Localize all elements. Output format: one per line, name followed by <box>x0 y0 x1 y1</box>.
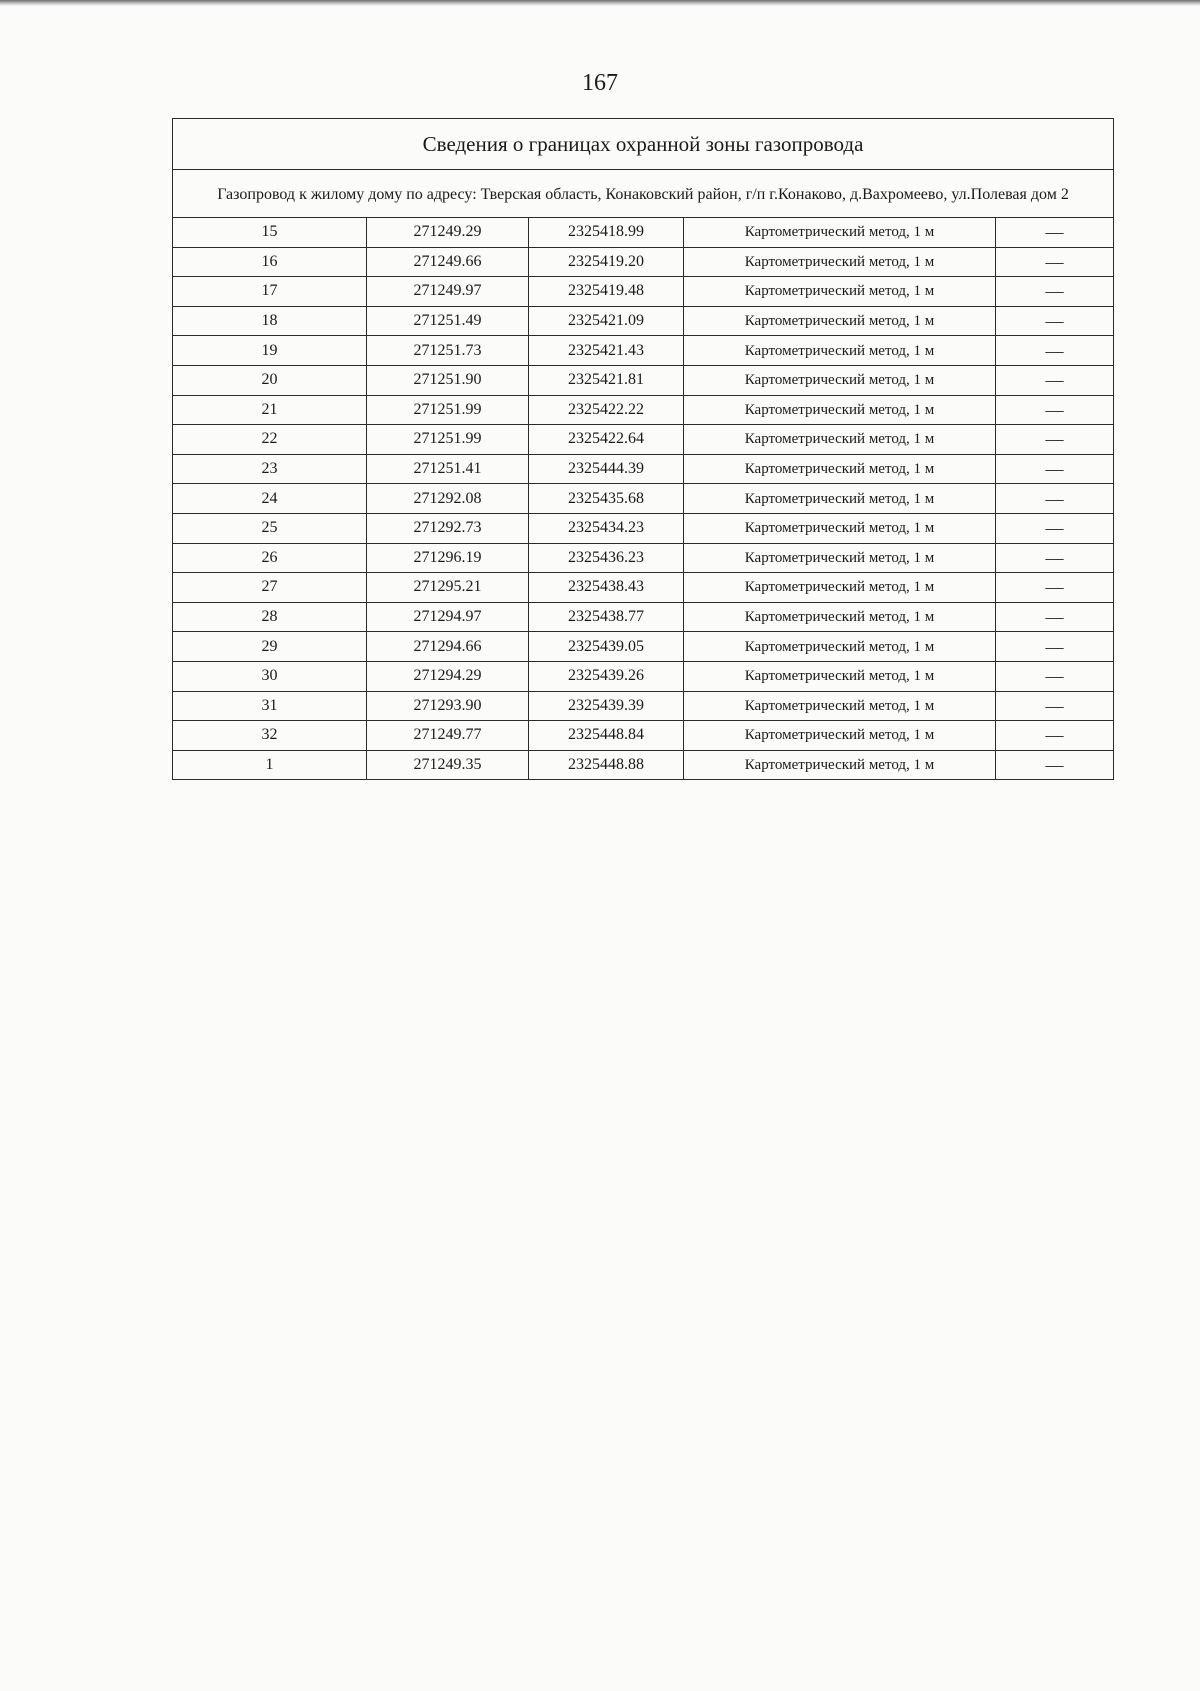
determination-method: Картометрический метод, 1 м <box>684 277 996 307</box>
note-dash: — <box>996 306 1114 336</box>
table-row <box>173 691 1114 721</box>
note-dash: — <box>996 602 1114 632</box>
note-dash: — <box>996 454 1114 484</box>
determination-method: Картометрический метод, 1 м <box>684 661 996 691</box>
determination-method: Картометрический метод, 1 м <box>684 395 996 425</box>
coordinate-y: 2325434.23 <box>529 513 684 543</box>
page-number: 167 <box>582 70 618 96</box>
note-dash: — <box>996 218 1114 248</box>
coordinate-x: 271293.90 <box>367 691 529 721</box>
coordinate-x: 271292.73 <box>367 513 529 543</box>
coordinate-y: 2325438.43 <box>529 573 684 603</box>
point-number: 32 <box>173 721 367 751</box>
note-dash: — <box>996 425 1114 455</box>
coordinate-x: 271292.08 <box>367 484 529 514</box>
coordinate-y: 2325448.88 <box>529 750 684 780</box>
coordinate-x: 271249.77 <box>367 721 529 751</box>
coordinate-y: 2325421.81 <box>529 365 684 395</box>
coordinate-y: 2325439.05 <box>529 632 684 662</box>
determination-method: Картометрический метод, 1 м <box>684 306 996 336</box>
coordinate-x: 271294.29 <box>367 661 529 691</box>
note-dash: — <box>996 513 1114 543</box>
table-row <box>173 277 1114 307</box>
note-dash: — <box>996 661 1114 691</box>
coordinate-y: 2325436.23 <box>529 543 684 573</box>
point-number: 28 <box>173 602 367 632</box>
table-row <box>173 573 1114 603</box>
note-dash: — <box>996 277 1114 307</box>
coordinate-x: 271249.29 <box>367 218 529 248</box>
point-number: 19 <box>173 336 367 366</box>
point-number: 25 <box>173 513 367 543</box>
coordinate-x: 271251.99 <box>367 395 529 425</box>
coordinate-x: 271251.90 <box>367 365 529 395</box>
note-dash: — <box>996 691 1114 721</box>
note-dash: — <box>996 543 1114 573</box>
table-row <box>173 336 1114 366</box>
determination-method: Картометрический метод, 1 м <box>684 365 996 395</box>
coordinate-x: 271249.66 <box>367 247 529 277</box>
point-number: 27 <box>173 573 367 603</box>
point-number: 16 <box>173 247 367 277</box>
coordinate-x: 271296.19 <box>367 543 529 573</box>
table-row <box>173 484 1114 514</box>
determination-method: Картометрический метод, 1 м <box>684 691 996 721</box>
determination-method: Картометрический метод, 1 м <box>684 247 996 277</box>
coordinate-y: 2325439.39 <box>529 691 684 721</box>
determination-method: Картометрический метод, 1 м <box>684 425 996 455</box>
point-number: 24 <box>173 484 367 514</box>
table-subtitle: Газопровод к жилому дому по адресу: Тверская область, Конаковский район, г/п г.Конаково, д.Вахромеево, ул.Полевая дом 2 <box>173 170 1114 218</box>
table-row <box>173 306 1114 336</box>
determination-method: Картометрический метод, 1 м <box>684 513 996 543</box>
protection-zone-boundary-table <box>172 118 1114 780</box>
table-title: Сведения о границах охранной зоны газопровода <box>173 119 1114 170</box>
coordinate-y: 2325439.26 <box>529 661 684 691</box>
table-row <box>173 721 1114 751</box>
determination-method: Картометрический метод, 1 м <box>684 602 996 632</box>
note-dash: — <box>996 750 1114 780</box>
table-row <box>173 395 1114 425</box>
note-dash: — <box>996 365 1114 395</box>
point-number: 29 <box>173 632 367 662</box>
coordinate-x: 271251.73 <box>367 336 529 366</box>
point-number: 17 <box>173 277 367 307</box>
determination-method: Картометрический метод, 1 м <box>684 454 996 484</box>
determination-method: Картометрический метод, 1 м <box>684 218 996 248</box>
point-number: 1 <box>173 750 367 780</box>
determination-method: Картометрический метод, 1 м <box>684 573 996 603</box>
table-row <box>173 750 1114 780</box>
note-dash: — <box>996 247 1114 277</box>
determination-method: Картометрический метод, 1 м <box>684 632 996 662</box>
determination-method: Картометрический метод, 1 м <box>684 721 996 751</box>
point-number: 18 <box>173 306 367 336</box>
coordinate-y: 2325421.43 <box>529 336 684 366</box>
note-dash: — <box>996 336 1114 366</box>
table-row <box>173 218 1114 248</box>
coordinate-x: 271294.97 <box>367 602 529 632</box>
point-number: 22 <box>173 425 367 455</box>
point-number: 15 <box>173 218 367 248</box>
coordinate-x: 271295.21 <box>367 573 529 603</box>
coordinate-x: 271251.99 <box>367 425 529 455</box>
note-dash: — <box>996 573 1114 603</box>
point-number: 30 <box>173 661 367 691</box>
coordinate-x: 271294.66 <box>367 632 529 662</box>
table-subtitle-row <box>173 170 1114 218</box>
coordinate-y: 2325419.20 <box>529 247 684 277</box>
table-row <box>173 365 1114 395</box>
coordinate-y: 2325419.48 <box>529 277 684 307</box>
coordinate-y: 2325421.09 <box>529 306 684 336</box>
table-row <box>173 661 1114 691</box>
coordinate-x: 271251.41 <box>367 454 529 484</box>
coordinate-y: 2325438.77 <box>529 602 684 632</box>
coordinate-y: 2325422.64 <box>529 425 684 455</box>
table-row <box>173 632 1114 662</box>
note-dash: — <box>996 721 1114 751</box>
scan-edge-shadow <box>0 0 1200 6</box>
determination-method: Картометрический метод, 1 м <box>684 750 996 780</box>
table-row <box>173 513 1114 543</box>
table-row <box>173 602 1114 632</box>
point-number: 23 <box>173 454 367 484</box>
point-number: 20 <box>173 365 367 395</box>
coordinate-x: 271251.49 <box>367 306 529 336</box>
note-dash: — <box>996 395 1114 425</box>
point-number: 26 <box>173 543 367 573</box>
coordinate-y: 2325448.84 <box>529 721 684 751</box>
determination-method: Картометрический метод, 1 м <box>684 484 996 514</box>
point-number: 31 <box>173 691 367 721</box>
table-row <box>173 425 1114 455</box>
table-row <box>173 454 1114 484</box>
note-dash: — <box>996 632 1114 662</box>
coordinate-y: 2325422.22 <box>529 395 684 425</box>
coordinate-x: 271249.35 <box>367 750 529 780</box>
table-row <box>173 543 1114 573</box>
coordinate-y: 2325418.99 <box>529 218 684 248</box>
note-dash: — <box>996 484 1114 514</box>
coordinate-y: 2325435.68 <box>529 484 684 514</box>
determination-method: Картометрический метод, 1 м <box>684 543 996 573</box>
table-title-row <box>173 119 1114 170</box>
determination-method: Картометрический метод, 1 м <box>684 336 996 366</box>
table-row <box>173 247 1114 277</box>
point-number: 21 <box>173 395 367 425</box>
coordinate-x: 271249.97 <box>367 277 529 307</box>
coordinate-y: 2325444.39 <box>529 454 684 484</box>
